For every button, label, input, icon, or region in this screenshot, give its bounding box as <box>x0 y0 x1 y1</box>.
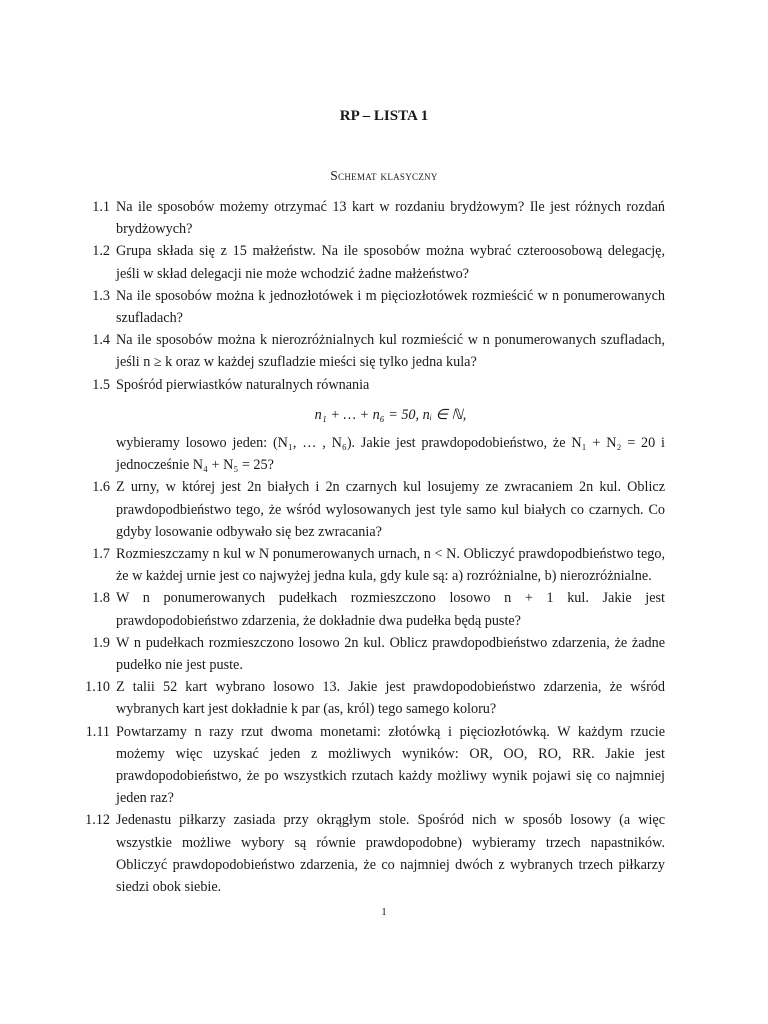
problem-1-11 <box>80 721 665 810</box>
problem-number: 1.4 <box>92 332 110 349</box>
problem-1-5 <box>80 374 665 477</box>
problem-number: 1.9 <box>92 634 110 651</box>
problem-text: Rozmieszczamy n kul w N ponumerowanych urnach, n < N. Obliczyć prawdopodbieństwo tego, że w każdej urnie jest co najwyżej jedna kula, gdy kule są: a) rozróżnialne, b) nierozróżnialne. <box>116 546 665 585</box>
problem-number: 1.12 <box>85 812 110 829</box>
problem-1-6 <box>80 476 665 543</box>
problem-text: W n pudełkach rozmieszczono losowo 2n kul. Oblicz prawdopodbieństwo zdarzenia, że żadne pudełko nie jest puste. <box>116 634 665 674</box>
problem-number: 1.11 <box>85 723 110 740</box>
problem-number: 1.6 <box>92 479 110 496</box>
page-title: RP – LISTA 1 <box>339 108 429 124</box>
problem-1-10 <box>80 676 665 720</box>
problem-text-continued: wybieramy losowo jeden: (N₁, … , N₆). Jakie jest prawdopodobieństwo, że N₁ + N₂ = 20 i jednocześnie N₄ + N₅ = 25? <box>116 435 665 474</box>
problem-1-4 <box>80 329 665 373</box>
page-number: 1 <box>381 906 387 918</box>
problem-1-3 <box>80 285 665 329</box>
problem-number: 1.7 <box>92 546 110 563</box>
problem-number: 1.5 <box>92 376 110 393</box>
problem-text: Z talii 52 kart wybrano losowo 13. Jakie jest prawdopodobieństwo zdarzenia, że wśród wybranych kart jest dokładnie k par (as, król) tego samego koloru? <box>116 679 665 718</box>
problem-text: W n ponumerowanych pudełkach rozmieszczono losowo n + 1 kul. Jakie jest prawdopodobieństwo zdarzenia, że dokładnie dwa pudełka będą puste? <box>116 590 665 629</box>
problem-1-12 <box>80 809 665 898</box>
problem-1-8 <box>80 587 665 631</box>
equation: n₁ + … + n₆ = 50, nᵢ ∈ ℕ, <box>314 406 467 423</box>
problem-text: Na ile sposobów można k jednozłotówek i m pięciozłotówek rozmieścić w n ponumerowanych szufladach? <box>116 287 665 327</box>
problem-1-9 <box>80 632 665 676</box>
problem-number: 1.8 <box>92 590 110 607</box>
section-heading: Schemat klasyczny <box>330 168 438 183</box>
problem-number: 1.1 <box>92 199 110 215</box>
problem-1-7 <box>80 543 665 587</box>
problem-1-1 <box>80 196 665 240</box>
problem-text: Z urny, w której jest 2n białych i 2n czarnych kul losujemy ze zwracaniem 2n kul. Oblicz prawdopodbieństwo tego, że wśród wylosowanych jest tyle samo kul białych co czarnych. Co gdyby losowanie odbywało się bez zwracania? <box>116 479 665 540</box>
problem-1-2 <box>80 240 665 284</box>
problem-list <box>80 196 665 898</box>
problem-text: Jedenastu piłkarzy zasiada przy okrągłym stole. Spośród nich w sposób losowy (a więc wszystkie możliwe wybory są równie prawdopodobne) wybieramy trzech napastników. Obliczyć prawdopodobieństwo zdarzenia, że co najmniej dwóch z wybranych trzech piłkarzy siedzi obok siebie. <box>116 812 665 896</box>
problem-text: Powtarzamy n razy rzut dwoma monetami: złotówką i pięciozłotówką. W każdym rzucie możemy więc uzyskać jeden z możliwych wyników: OR, OO, RO, RR. Jakie jest prawdopodobieństwo, że po wszystkich rzutach każdy możliwy wynik pojawi się co najmniej jeden raz? <box>116 723 665 807</box>
problem-text: Na ile sposobów można k nierozróżnialnych kul rozmieścić w n ponumerowanych szufladach, jeśli n ≥ k oraz w każdej szufladzie mieści się tylko jedna kula? <box>116 332 665 371</box>
problem-number: 1.3 <box>92 287 110 304</box>
problem-number: 1.2 <box>92 243 110 260</box>
problem-text: Na ile sposobów możemy otrzymać 13 kart w rozdaniu brydżowym? Ile jest różnych rozdań brydżowych? <box>116 199 665 238</box>
problem-text: Spośród pierwiastków naturalnych równania <box>116 376 370 393</box>
problem-text: Grupa składa się z 15 małżeństw. Na ile sposobów można wybrać czteroosobową delegację, jeśli w skład delegacji nie może wchodzić żadne małżeństwo? <box>116 243 665 282</box>
problem-number: 1.10 <box>85 679 110 696</box>
